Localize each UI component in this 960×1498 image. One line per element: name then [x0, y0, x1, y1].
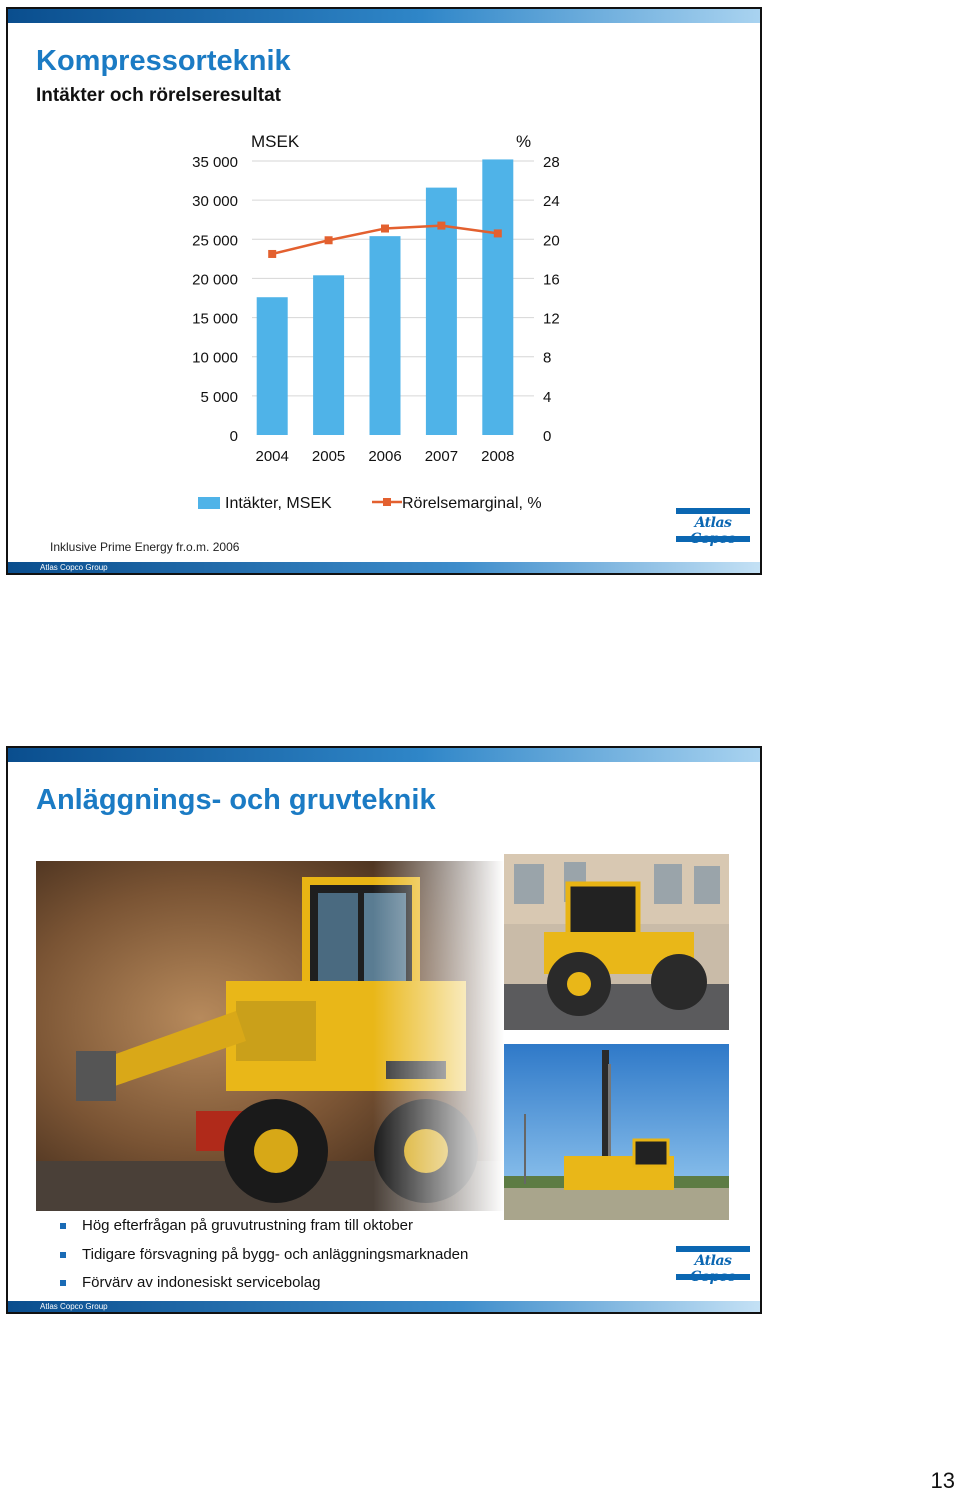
margin-point [268, 250, 276, 258]
revenue-bar [370, 236, 401, 435]
road-roller-photo [504, 854, 729, 1030]
legend-marker-margin [383, 498, 391, 506]
x-tick-label: 2007 [424, 448, 459, 465]
slide-title: Anläggnings- och gruvteknik [36, 784, 436, 816]
x-tick-label: 2008 [481, 448, 515, 465]
left-tick-label: 25 000 [192, 232, 238, 250]
right-tick-label: 20 [543, 232, 560, 250]
left-tick-label: 10 000 [192, 349, 238, 367]
right-tick-label: 16 [543, 271, 560, 289]
atlas-copco-logo: Atlas [676, 508, 750, 542]
x-tick-label: 2004 [255, 448, 289, 465]
right-tick-label: 8 [543, 349, 552, 367]
left-tick-label: 35 000 [192, 154, 238, 171]
margin-point [437, 222, 445, 230]
left-tick-label: 5 000 [200, 388, 238, 406]
footer-label: Atlas Copco Group [40, 1302, 108, 1311]
footnote: Inklusive Prime Energy fr.o.m. 2006 [50, 540, 240, 554]
left-tick-label: 20 000 [192, 271, 238, 289]
right-tick-label: 28 [543, 154, 560, 171]
slide-compressor-technique [6, 7, 762, 575]
slide-title: Kompressorteknik [36, 45, 291, 77]
slide-subtitle: Intäkter och rörelseresultat [36, 85, 281, 106]
slide-footer-bar [8, 1301, 760, 1312]
right-tick-label: 24 [543, 193, 560, 211]
right-tick-label: 12 [543, 310, 560, 328]
revenue-bar [313, 275, 344, 435]
x-tick-label: 2006 [368, 448, 402, 465]
drill-rig-photo [504, 1044, 729, 1220]
legend-label-margin: Rörelsemarginal, % [402, 495, 542, 512]
slide-footer-bar [8, 562, 760, 573]
right-tick-label: 0 [543, 428, 552, 445]
right-axis-unit: % [516, 132, 532, 151]
slide-construction-mining [6, 746, 762, 1314]
bullet-item: Förvärv av indonesiskt servicebolag [56, 1269, 468, 1298]
bullet-list [56, 1212, 468, 1298]
revenue-bar [482, 159, 513, 435]
footer-label: Atlas Copco Group [40, 563, 108, 572]
legend-swatch-revenue [198, 497, 220, 509]
left-axis-unit: MSEK [251, 132, 300, 151]
left-tick-label: 30 000 [192, 193, 238, 211]
left-tick-label: 15 000 [192, 310, 238, 328]
revenue-bar [257, 297, 288, 435]
slide-top-bar [8, 748, 760, 762]
margin-point [494, 229, 502, 237]
atlas-copco-logo: Atlas [676, 1246, 750, 1280]
mining-rig-photo [36, 861, 504, 1211]
left-tick-label: 0 [229, 428, 238, 445]
margin-point [381, 225, 389, 233]
legend-label-revenue: Intäkter, MSEK [225, 495, 332, 512]
bullet-item: Hög efterfrågan på gruvutrustning fram till oktober [56, 1212, 468, 1241]
x-tick-label: 2005 [311, 448, 346, 465]
bullet-item: Tidigare försvagning på bygg- och anläggningsmarknaden [56, 1241, 468, 1270]
revenue-margin-chart [8, 9, 762, 529]
right-tick-label: 4 [543, 388, 552, 406]
margin-point [325, 236, 333, 244]
page-number: 13 [930, 1468, 955, 1493]
